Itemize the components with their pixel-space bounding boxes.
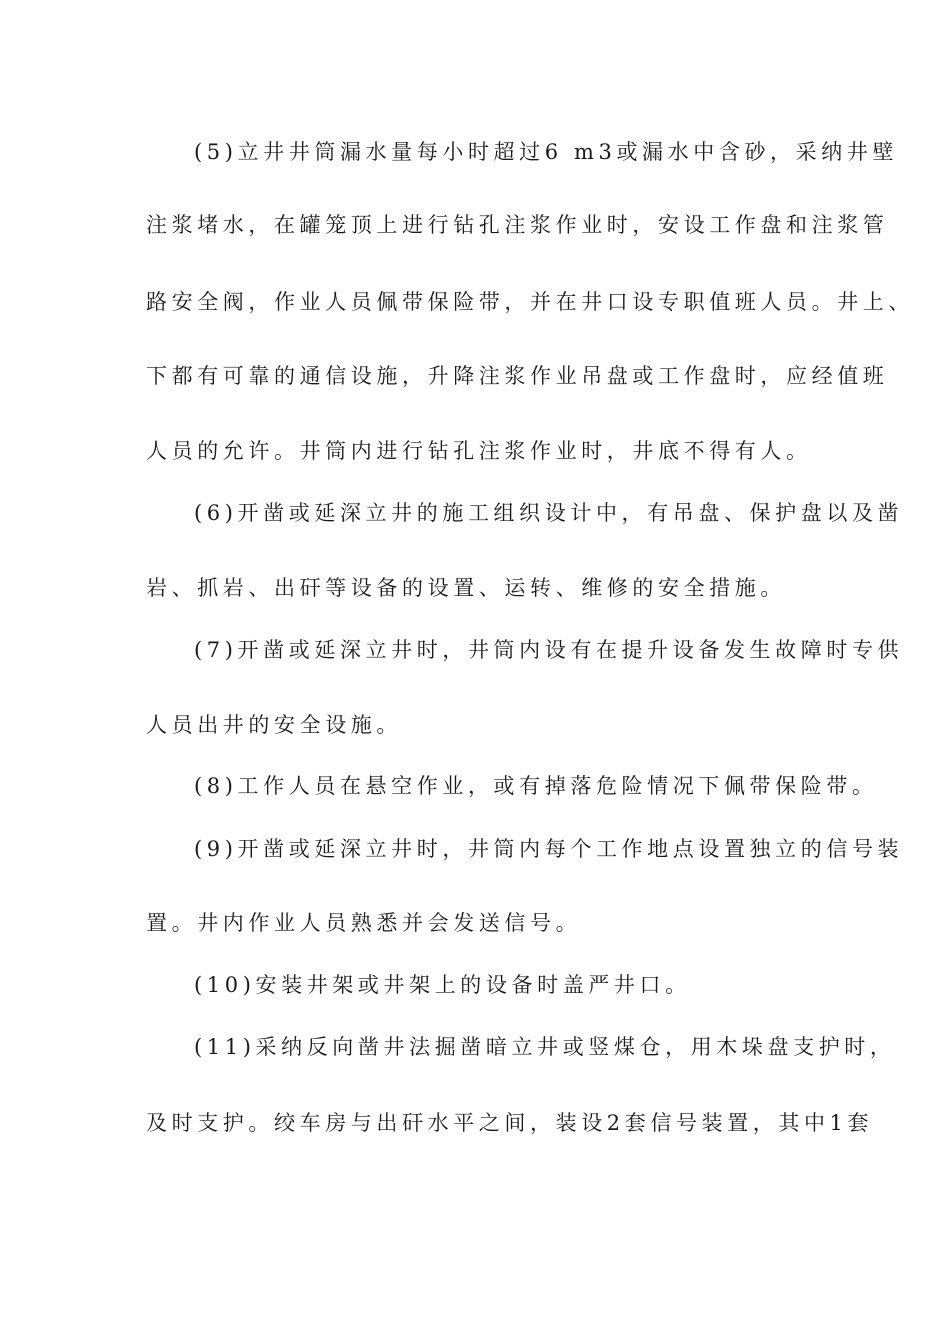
text-line: 路安全阀，作业人员佩带保险带，并在井口设专职值班人员。井上、	[146, 290, 914, 314]
text-line: (6)开凿或延深立井的施工组织设计中，有吊盘、保护盘以及凿	[194, 501, 904, 525]
text-line: 岩、抓岩、出矸等设备的设置、运转、维修的安全措施。	[146, 576, 786, 600]
text-line: 及时支护。绞车房与出矸水平之间，装设2套信号装置，其中1套	[146, 1111, 874, 1135]
text-line: 人员出井的安全设施。	[146, 713, 402, 737]
text-line: (8)工作人员在悬空作业，或有掉落危险情况下佩带保险带。	[194, 774, 878, 798]
text-line: 下都有可靠的通信设施，升降注浆作业吊盘或工作盘时，应经值班	[146, 364, 889, 388]
text-line: (7)开凿或延深立井时，井筒内设有在提升设备发生故障时专供	[194, 638, 904, 662]
text-line: (10)安装井架或井架上的设备时盖严井口。	[194, 973, 691, 997]
text-line: 置。井内作业人员熟悉并会发送信号。	[146, 911, 582, 935]
text-line: (5)立井井筒漏水量每小时超过6 m3或漏水中含砂，采纳井壁	[194, 140, 899, 164]
text-line: 注浆堵水，在罐笼顶上进行钻孔注浆作业时，安设工作盘和注浆管	[146, 213, 889, 237]
text-line: (9)开凿或延深立井时，井筒内每个工作地点设置独立的信号装	[194, 837, 904, 861]
text-line: (11)采纳反向凿井法掘凿暗立井或竖煤仓，用木垛盘支护时，	[194, 1035, 896, 1059]
text-line: 人员的允许。井筒内进行钻孔注浆作业时，井底不得有人。	[146, 439, 812, 463]
